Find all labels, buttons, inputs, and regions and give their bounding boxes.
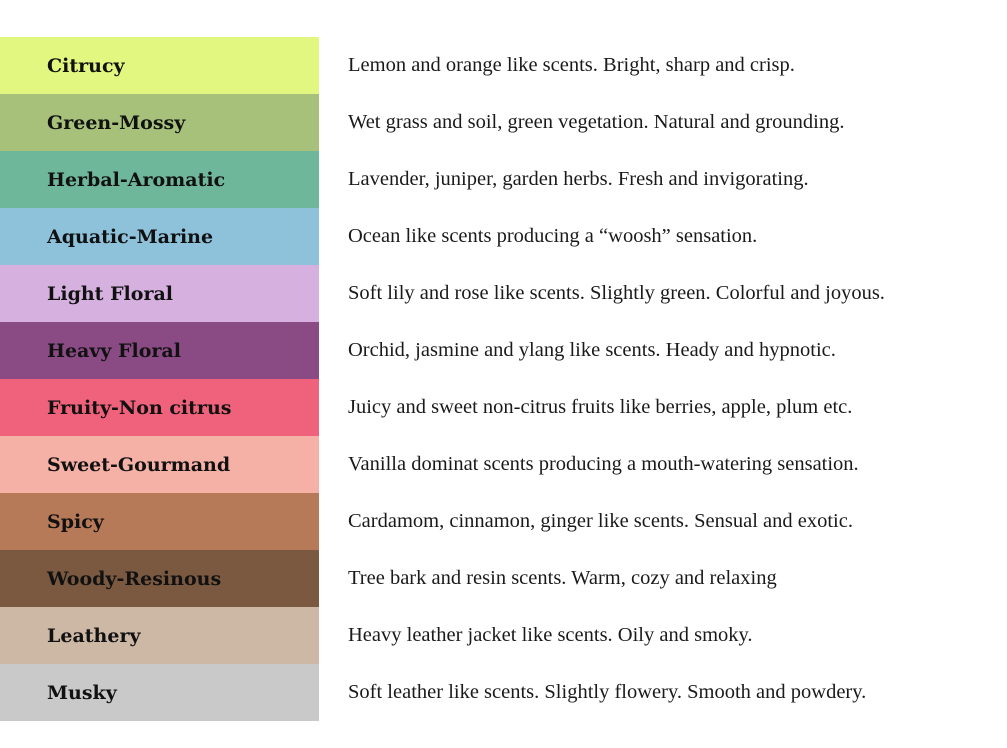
family-name: Aquatic-Marine — [47, 225, 214, 248]
color-swatch — [0, 322, 319, 379]
family-name: Heavy Floral — [47, 339, 181, 362]
family-description: Wet grass and soil, green vegetation. Natural and grounding. — [348, 111, 845, 133]
family-description: Soft lily and rose like scents. Slightly green. Colorful and joyous. — [348, 282, 885, 304]
family-description: Ocean like scents producing a “woosh” sensation. — [348, 225, 758, 247]
family-description: Lemon and orange like scents. Bright, sharp and crisp. — [348, 54, 795, 76]
color-swatch — [0, 664, 319, 721]
scent-family-table — [0, 37, 1007, 721]
family-name: Leathery — [47, 624, 141, 647]
family-name: Green-Mossy — [47, 111, 186, 134]
scent-row-heavy-floral — [0, 322, 1007, 379]
family-description: Lavender, juniper, garden herbs. Fresh and invigorating. — [348, 168, 809, 190]
family-name: Fruity-Non citrus — [47, 396, 232, 419]
color-swatch — [0, 94, 319, 151]
family-name: Herbal-Aromatic — [47, 168, 226, 191]
family-description: Heavy leather jacket like scents. Oily and smoky. — [348, 624, 753, 646]
scent-row-musky — [0, 664, 1007, 721]
scent-row-leathery — [0, 607, 1007, 664]
family-name: Light Floral — [47, 282, 173, 305]
color-swatch — [0, 379, 319, 436]
color-swatch — [0, 607, 319, 664]
scent-row-citrucy — [0, 37, 1007, 94]
color-swatch — [0, 151, 319, 208]
scent-row-green-mossy — [0, 94, 1007, 151]
family-name: Woody-Resinous — [47, 567, 222, 590]
color-swatch — [0, 265, 319, 322]
color-swatch — [0, 436, 319, 493]
scent-row-light-floral — [0, 265, 1007, 322]
family-name: Musky — [47, 681, 117, 704]
color-swatch — [0, 550, 319, 607]
scent-row-herbal-aromatic — [0, 151, 1007, 208]
scent-row-aquatic-marine — [0, 208, 1007, 265]
scent-row-sweet-gourmand — [0, 436, 1007, 493]
family-name: Citrucy — [47, 54, 125, 77]
scent-row-woody-resinous — [0, 550, 1007, 607]
family-name: Spicy — [47, 510, 104, 533]
color-swatch — [0, 37, 319, 94]
scent-row-spicy — [0, 493, 1007, 550]
family-description: Vanilla dominat scents producing a mouth-watering sensation. — [348, 453, 859, 475]
family-name: Sweet-Gourmand — [47, 453, 231, 476]
family-description: Juicy and sweet non-citrus fruits like berries, apple, plum etc. — [348, 396, 853, 418]
family-description: Orchid, jasmine and ylang like scents. Heady and hypnotic. — [348, 339, 836, 361]
color-swatch — [0, 493, 319, 550]
family-description: Cardamom, cinnamon, ginger like scents. Sensual and exotic. — [348, 510, 853, 532]
scent-row-fruity-non-citrus — [0, 379, 1007, 436]
family-description: Tree bark and resin scents. Warm, cozy and relaxing — [348, 567, 777, 589]
family-description: Soft leather like scents. Slightly flowery. Smooth and powdery. — [348, 681, 867, 703]
color-swatch — [0, 208, 319, 265]
